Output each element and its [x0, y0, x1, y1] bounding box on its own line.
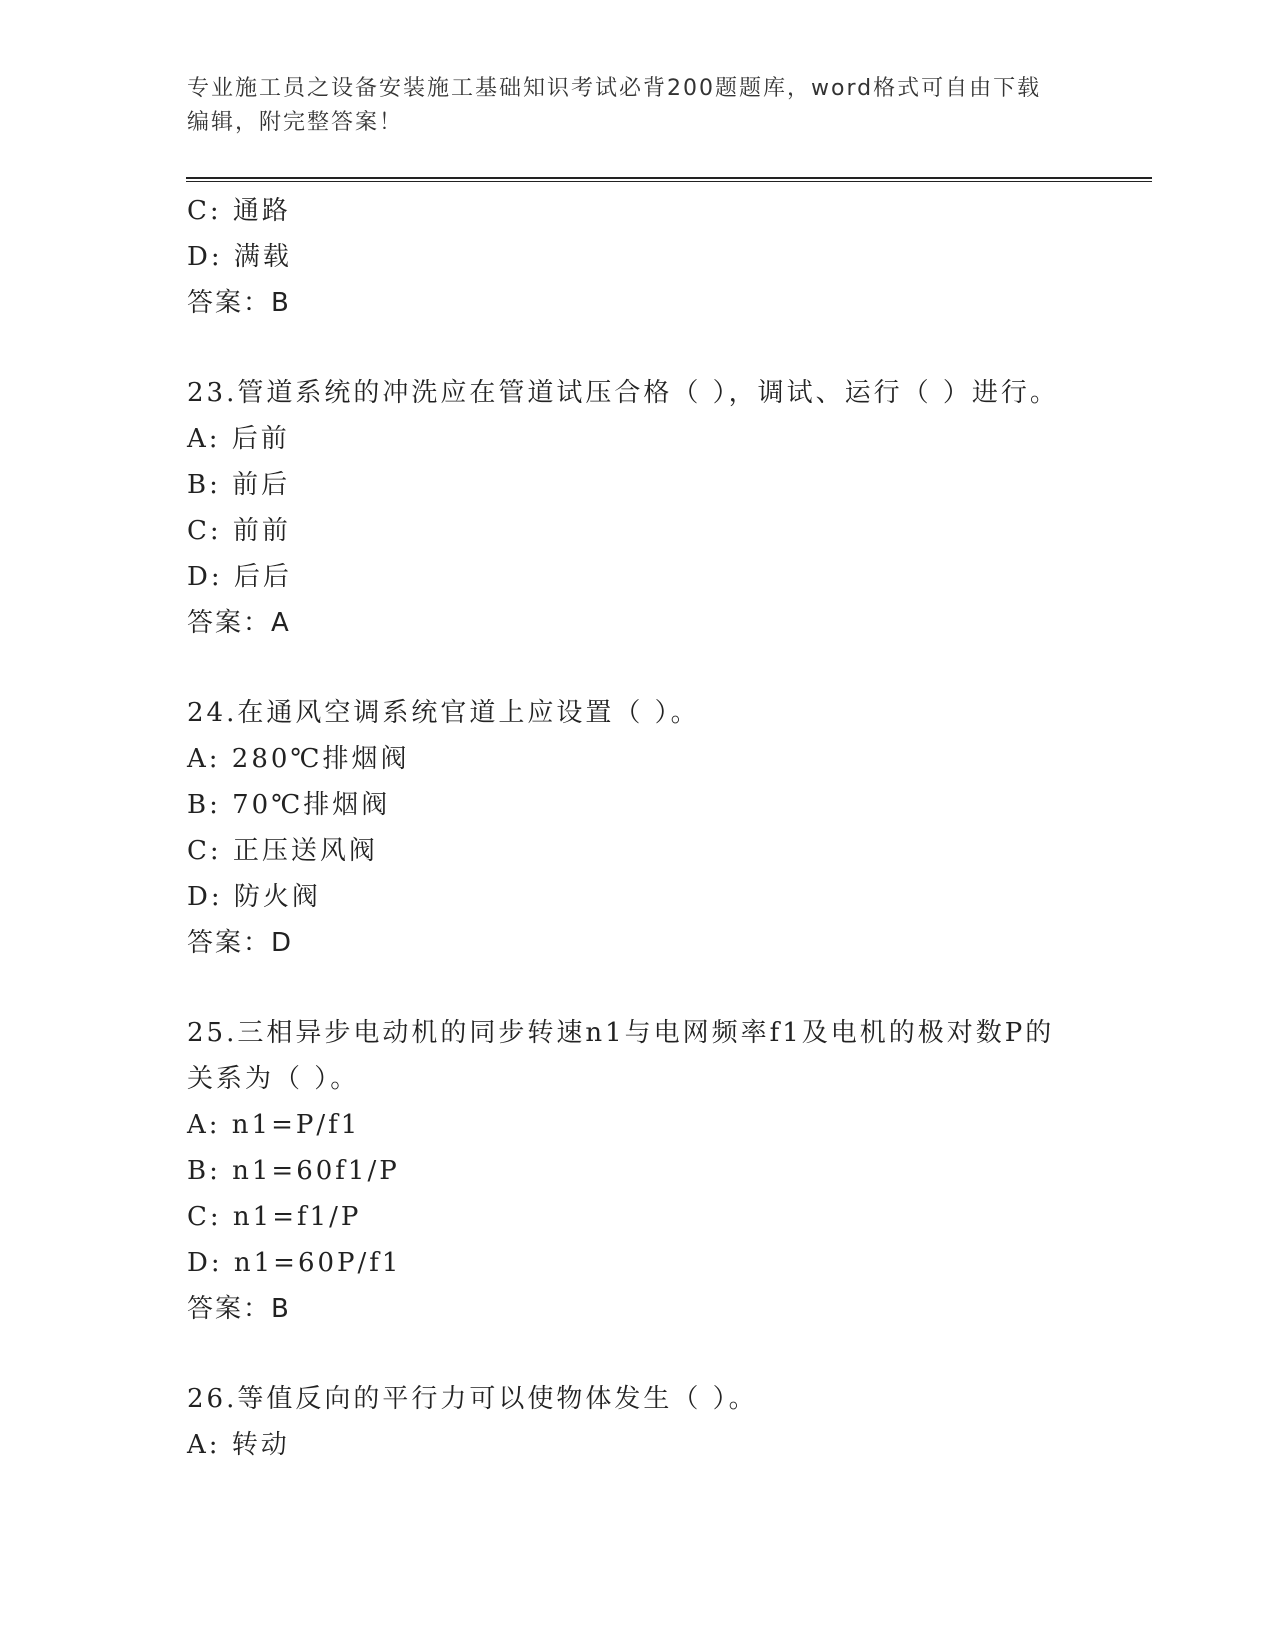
- option-d: D: 满载: [187, 242, 292, 272]
- option-a: A: 后前: [187, 424, 290, 454]
- question-26: [187, 1376, 1087, 1468]
- header-divider: [186, 177, 1152, 182]
- answer-line: 答案：D: [187, 928, 294, 958]
- question-stem-continued: 关系为（ ）。: [187, 1064, 360, 1094]
- header-line-2: 编辑，附完整答案！: [187, 110, 404, 135]
- option-c: C: 正压送风阀: [187, 836, 378, 866]
- option-a: A: n1=P/f1: [187, 1110, 361, 1140]
- question-stem: 24.在通风空调系统官道上应设置（ ）。: [187, 698, 700, 728]
- answer-line: 答案：A: [187, 608, 291, 638]
- question-stem: 25.三相异步电动机的同步转速n1与电网频率f1及电机的极对数P的: [187, 1018, 1055, 1048]
- option-a: A: 280℃排烟阀: [187, 744, 410, 774]
- answer-line: 答案：B: [187, 288, 291, 318]
- option-c: C: 通路: [187, 196, 291, 226]
- header-line-1: 专业施工员之设备安装施工基础知识考试必背200题题库，word格式可自由下载: [187, 76, 1042, 101]
- option-a: A: 转动: [187, 1430, 290, 1460]
- question-22-tail: [187, 188, 1087, 326]
- option-b: B: 70℃排烟阀: [187, 790, 391, 820]
- answer-line: 答案：B: [187, 1294, 291, 1324]
- option-c: C: 前前: [187, 516, 291, 546]
- question-24: [187, 690, 1087, 966]
- question-23: [187, 370, 1087, 646]
- option-d: D: n1=60P/f1: [187, 1248, 402, 1278]
- question-stem: 26.等值反向的平行力可以使物体发生（ ）。: [187, 1384, 758, 1414]
- option-b: B: 前后: [187, 470, 291, 500]
- question-stem: 23.管道系统的冲洗应在管道试压合格（ ），调试、运行（ ）进行。: [187, 378, 1059, 408]
- option-d: D: 防火阀: [187, 882, 321, 912]
- question-25: [187, 1010, 1087, 1332]
- option-b: B: n1=60f1/P: [187, 1156, 400, 1186]
- option-c: C: n1=f1/P: [187, 1202, 362, 1232]
- page-header: [187, 72, 1067, 140]
- document-body: [187, 188, 1087, 1468]
- option-d: D: 后后: [187, 562, 292, 592]
